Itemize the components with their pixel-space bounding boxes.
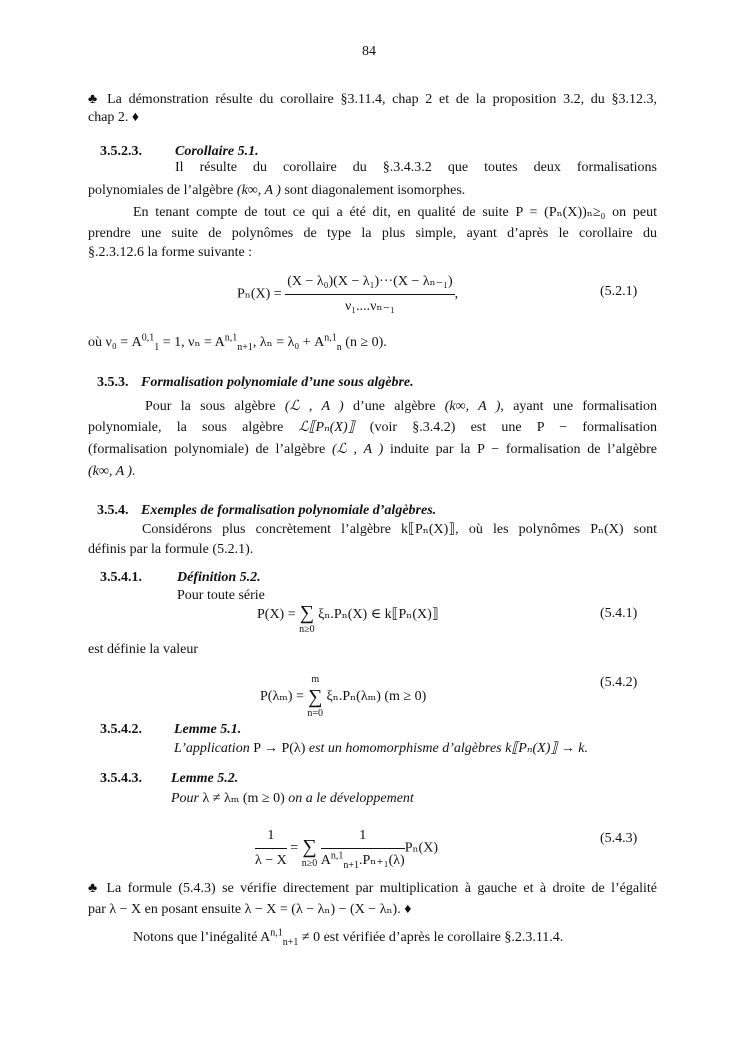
superscript: n,1	[224, 332, 238, 344]
superscript: n,1	[324, 332, 337, 344]
eq-tail: Pₙ(X)	[404, 840, 438, 856]
section-title: Formalisation polynomiale d’une sous algèbre.	[141, 375, 414, 390]
sum-symbol	[302, 837, 318, 871]
sum-symbol	[307, 673, 323, 721]
fraction	[285, 272, 454, 317]
text: sont diagonalement isomorphes.	[280, 183, 466, 198]
equation-label: (5.4.2)	[600, 675, 638, 690]
paragraph-text: définis par la formule (5.2.1).	[88, 542, 254, 557]
eq-lhs: P(X) =	[257, 607, 296, 622]
section-title: Exemples de formalisation polynomiale d’algèbres.	[141, 503, 437, 518]
eq-rhs: ξₙ.Pₙ(X) ∈ k⟦Pₙ(X)⟧	[318, 607, 439, 622]
eq-rhs: ξₙ.Pₙ(λₘ) (m ≥ 0)	[326, 689, 427, 705]
superscript: n,1	[270, 927, 283, 939]
text: = 1, νₙ = A	[159, 335, 225, 350]
section-number: 3.5.4.	[97, 503, 129, 518]
page-number: 84	[362, 44, 376, 59]
text: Pour la sous algèbre	[145, 399, 285, 414]
eq-lhs: P(λₘ) =	[260, 689, 304, 705]
math: (k∞, A )	[444, 399, 501, 414]
section-title: Lemme 5.2.	[171, 771, 239, 786]
paragraph-text: §.2.3.12.6 la forme suivante :	[88, 245, 253, 260]
paragraph-text: prendre une suite de polynômes de type la plus simple, ayant d’après le corollaire du	[88, 226, 657, 241]
math: ℒ⟦Pₙ(X)⟧	[298, 420, 355, 435]
equals: =	[290, 840, 299, 856]
text: (n ≥ 0).	[341, 335, 387, 350]
paragraph-text	[145, 398, 657, 416]
where-line	[88, 334, 387, 352]
text: , λₙ = λ₀ + A	[252, 335, 325, 350]
text: où ν₀ = A	[88, 335, 142, 350]
text: induite par la P − formalisation de l’algèbre	[383, 442, 657, 457]
equation-5-4-2	[260, 673, 426, 721]
section-number: 3.5.2.3.	[100, 144, 142, 159]
text: on a le développement	[288, 791, 414, 806]
denominator: λ − X	[255, 853, 287, 868]
math: λ ≠ λₘ (m ≥ 0)	[202, 791, 289, 806]
subscript: n	[336, 341, 342, 353]
math: (ℒ , A )	[284, 399, 344, 414]
equation-label: (5.4.3)	[600, 831, 638, 846]
numerator: 1	[255, 826, 287, 849]
numerator: (X − λ₀)(X − λ₁)···(X − λₙ₋₁)	[285, 272, 454, 295]
sum-limit: n≥0	[299, 624, 315, 635]
paragraph-text: Considérons plus concrètement l’algèbre k⟦Pₙ(X)⟧, où les polynômes Pₙ(X) sont	[142, 522, 657, 537]
equation-5-2-1	[237, 272, 458, 317]
paragraph-text: En tenant compte de tout ce qui a été dit, en qualité de suite P = (Pₙ(X))ₙ≥₀ on peut	[133, 205, 657, 220]
superscript: 0,1	[141, 332, 155, 344]
text: .Pₙ₊₁(λ)	[358, 853, 405, 868]
subscript: 1	[154, 341, 160, 353]
equation-5-4-1	[257, 603, 439, 637]
text: d’une algèbre	[343, 399, 445, 414]
proof-text: chap 2. ♦	[88, 110, 140, 125]
proof-text: ♣ La formule (5.4.3) se vérifie directement par multiplication à gauche et à droite de l’égalité	[88, 881, 657, 896]
proof-text: par λ − X en posant ensuite λ − X = (λ − λₙ) − (X − λₙ). ♦	[88, 902, 412, 917]
text: Notons que l’inégalité A	[133, 930, 271, 945]
denominator	[321, 849, 405, 871]
paragraph-text	[133, 929, 563, 947]
paragraph-text	[88, 419, 657, 437]
section-number: 3.5.4.1.	[100, 570, 142, 585]
equation-label: (5.2.1)	[600, 284, 638, 299]
text: polynomiales de l’algèbre	[88, 183, 237, 198]
math: P → P(λ)	[253, 741, 309, 756]
eq-lhs: Pₙ(X) =	[237, 286, 282, 302]
lemma-text	[174, 740, 588, 758]
lemma-text	[171, 790, 414, 808]
text: (voir §.3.4.2) est une P − formalisation	[354, 420, 657, 435]
fraction	[321, 826, 405, 871]
section-title: Définition 5.2.	[177, 570, 261, 585]
math: (ℒ , A )	[331, 442, 384, 457]
paragraph-text: (k∞, A ).	[88, 464, 136, 479]
section-title: Corollaire 5.1.	[175, 144, 259, 159]
sigma-icon: ∑	[308, 686, 323, 708]
text: ≠ 0 est vérifiée d’après le corollaire §.2.3.11.4.	[298, 930, 564, 945]
text: est un homomorphisme d’algèbres	[308, 741, 506, 756]
fraction	[255, 826, 287, 871]
equation-label: (5.4.1)	[600, 606, 638, 621]
sigma-icon: ∑	[299, 602, 314, 624]
paragraph-text: est définie la valeur	[88, 642, 199, 657]
superscript: n,1	[330, 850, 344, 862]
section-number: 3.5.4.2.	[100, 722, 142, 737]
sum-symbol	[299, 603, 315, 637]
section-number: 3.5.4.3.	[100, 771, 142, 786]
paragraph-text	[88, 441, 657, 459]
text: L’application	[174, 741, 254, 756]
text: A	[320, 853, 331, 868]
math: (k∞, A )	[236, 183, 281, 198]
section-title: Lemme 5.1.	[174, 722, 242, 737]
math: k⟦Pₙ(X)⟧ → k.	[505, 741, 589, 756]
subscript: n+1	[343, 859, 359, 871]
paragraph-text	[88, 182, 465, 200]
text: Pour	[171, 791, 203, 806]
text: , ayant une formalisation	[500, 399, 657, 414]
text: (formalisation polynomiale) de l’algèbre	[88, 442, 332, 457]
subscript: n+1	[237, 341, 253, 353]
equation-5-4-3	[255, 826, 438, 871]
denominator: ν₁....νₙ₋₁	[344, 299, 395, 314]
paragraph-text: Pour toute série	[177, 588, 265, 603]
paragraph-text: Il résulte du corollaire du §.3.4.3.2 que toutes deux formalisations	[175, 160, 657, 175]
proof-text: ♣ La démonstration résulte du corollaire §3.11.4, chap 2 et de la proposition 3.2, du §3.12.3,	[88, 92, 657, 107]
section-number: 3.5.3.	[97, 375, 129, 390]
sum-upper-limit: m	[311, 674, 320, 685]
numerator: 1	[321, 826, 405, 849]
sigma-icon: ∑	[302, 835, 317, 858]
sum-limit: n≥0	[301, 857, 318, 869]
text: polynomiale, la sous algèbre	[88, 420, 299, 435]
sum-limit: n=0	[307, 708, 324, 719]
subscript: n+1	[282, 936, 299, 948]
eq-tail: ,	[454, 286, 459, 302]
